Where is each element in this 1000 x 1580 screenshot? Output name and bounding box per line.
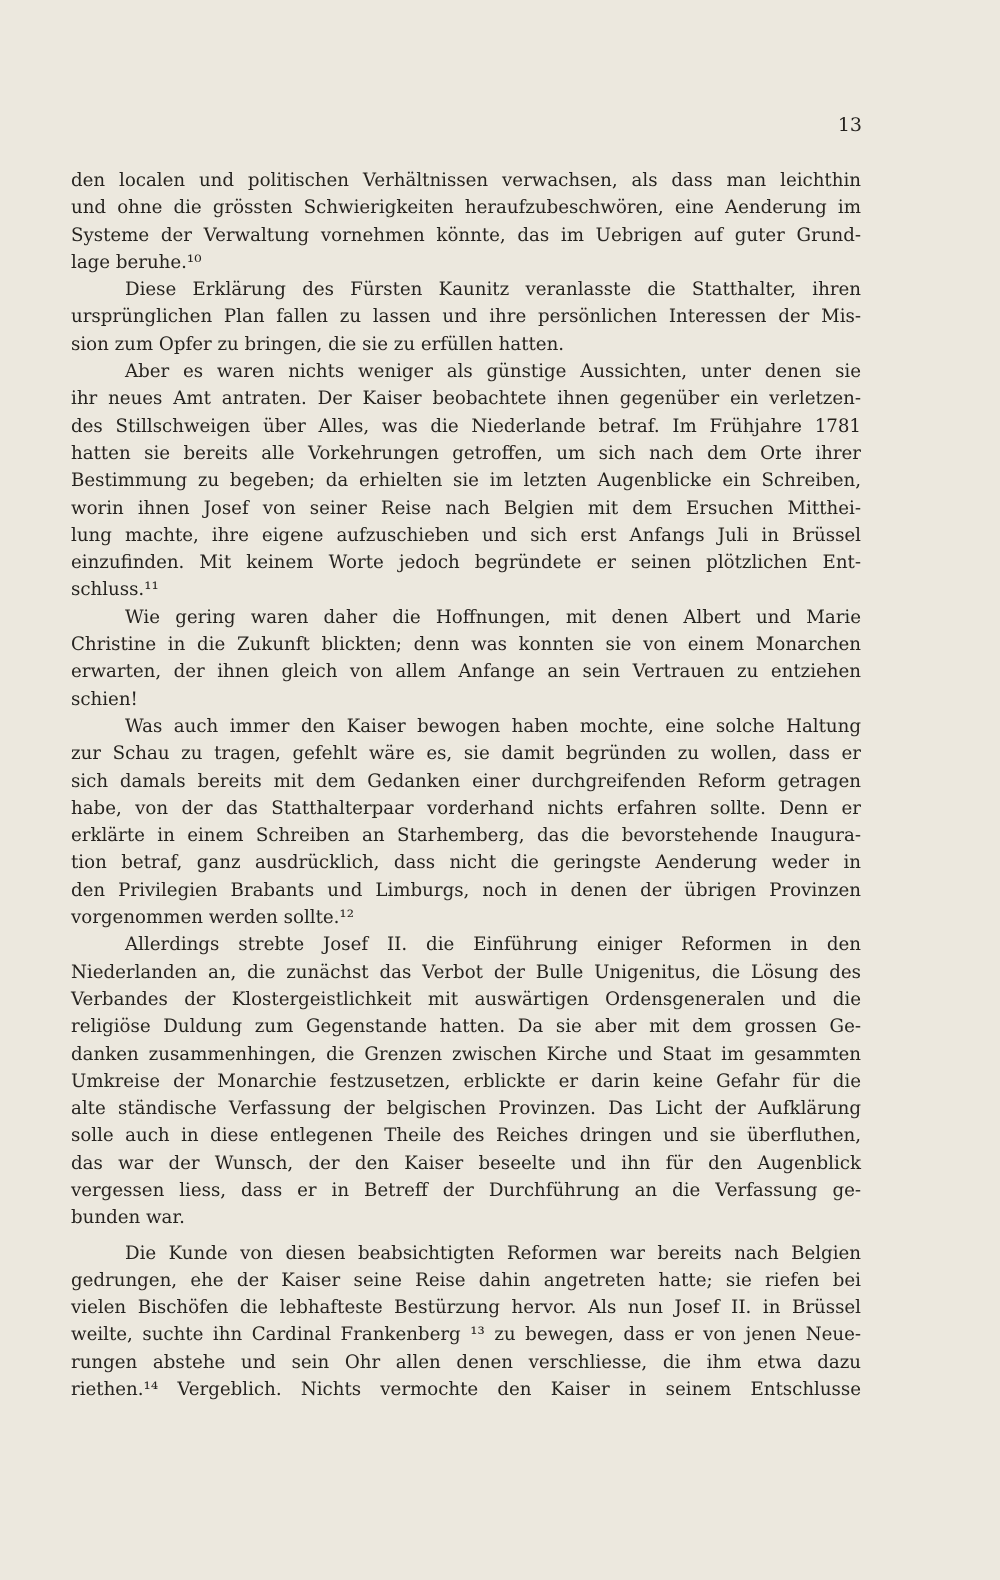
text-line: Allerdings strebte Josef II. die Einführung einiger Reformen in den: [125, 934, 861, 956]
text-line: ursprünglichen Plan fallen zu lassen und ihre persönlichen Interessen der Mis-: [71, 306, 861, 328]
text-line: bunden war.: [71, 1207, 185, 1229]
text-line: danken zusammenhingen, die Grenzen zwischen Kirche und Staat im gesammten: [71, 1043, 861, 1065]
text-line: vergessen liess, dass er in Betreff der Durchführung an die Verfassung ge-: [71, 1179, 861, 1201]
page-number: 13: [837, 114, 862, 136]
text-line: vielen Bischöfen die lebhafteste Bestürzung hervor. Als nun Josef II. in Brüssel: [71, 1297, 861, 1319]
text-line: und ohne die grössten Schwierigkeiten heraufzubeschwören, eine Aenderung im: [71, 197, 861, 219]
text-line: weilte, suchte ihn Cardinal Frankenberg ¹³ zu bewegen, dass er von jenen Neue-: [71, 1324, 861, 1346]
text-line: den Privilegien Brabants und Limburgs, noch in denen der übrigen Provinzen: [71, 879, 861, 901]
text-line: sion zum Opfer zu bringen, die sie zu erfüllen hatten.: [71, 333, 565, 355]
text-line: erwarten, der ihnen gleich von allem Anfange an sein Vertrauen zu entziehen: [71, 661, 861, 683]
text-line: schien!: [71, 688, 138, 710]
text-line: Aber es waren nichts weniger als günstige Aussichten, unter denen sie: [125, 361, 861, 383]
text-line: gedrungen, ehe der Kaiser seine Reise dahin angetreten hatte; sie riefen bei: [71, 1269, 861, 1291]
text-line: lung machte, ihre eigene aufzuschieben und sich erst Anfangs Juli in Brüssel: [71, 524, 861, 546]
text-line: Niederlanden an, die zunächst das Verbot der Bulle Unigenitus, die Lösung des: [71, 961, 861, 983]
text-line: einzufinden. Mit keinem Worte jedoch begründete er seinen plötzlichen Ent-: [71, 552, 861, 574]
text-line: erklärte in einem Schreiben an Starhemberg, das die bevorstehende Inaugura-: [71, 825, 861, 847]
text-line: habe, von der das Statthalterpaar vorderhand nichts erfahren sollte. Denn er: [71, 797, 861, 819]
text-line: Wie gering waren daher die Hoffnungen, mit denen Albert und Marie: [125, 606, 861, 628]
text-line: tion betraf, ganz ausdrücklich, dass nicht die geringste Aenderung weder in: [71, 852, 861, 874]
text-line: vorgenommen werden sollte.¹²: [71, 907, 355, 929]
text-line: des Stillschweigen über Alles, was die Niederlande betraf. Im Frühjahre 1781: [71, 415, 861, 437]
text-line: ihr neues Amt antraten. Der Kaiser beobachtete ihnen gegenüber ein verletzen-: [71, 388, 861, 410]
text-line: Bestimmung zu begeben; da erhielten sie im letzten Augenblicke ein Schreiben,: [71, 470, 861, 492]
text-line: solle auch in diese entlegenen Theile des Reiches dringen und sie überfluthen,: [71, 1125, 861, 1147]
text-line: zur Schau zu tragen, gefehlt wäre es, sie damit begründen zu wollen, dass er: [71, 743, 861, 765]
text-line: lage beruhe.¹⁰: [71, 251, 202, 273]
text-line: worin ihnen Josef von seiner Reise nach Belgien mit dem Ersuchen Mitthei-: [71, 497, 861, 519]
text-line: rungen abstehe und sein Ohr allen denen verschliesse, die ihm etwa dazu: [71, 1351, 861, 1373]
text-line: das war der Wunsch, der den Kaiser beseelte und ihn für den Augenblick: [71, 1152, 861, 1174]
text-line: Was auch immer den Kaiser bewogen haben mochte, eine solche Haltung: [125, 715, 861, 737]
text-line: Umkreise der Monarchie festzusetzen, erblickte er darin keine Gefahr für die: [71, 1070, 861, 1092]
text-line: Christine in die Zukunft blickten; denn was konnten sie von einem Monarchen: [71, 634, 861, 656]
text-line: alte ständische Verfassung der belgischen Provinzen. Das Licht der Aufklärung: [71, 1098, 861, 1120]
text-line: Verbandes der Klostergeistlichkeit mit auswärtigen Ordensgeneralen und die: [71, 988, 861, 1010]
text-line: den localen und politischen Verhältnissen verwachsen, als dass man leichthin: [71, 170, 861, 191]
text-line: Die Kunde von diesen beabsichtigten Reformen war bereits nach Belgien: [125, 1242, 861, 1264]
text-line: schluss.¹¹: [71, 579, 159, 601]
text-line: riethen.¹⁴ Vergeblich. Nichts vermochte den Kaiser in seinem Entschlusse: [71, 1379, 861, 1401]
text-line: Systeme der Verwaltung vornehmen könnte, das im Uebrigen auf guter Grund-: [71, 224, 861, 246]
text-line: religiöse Duldung zum Gegenstande hatten. Da sie aber mit dem grossen Ge-: [71, 1016, 861, 1038]
text-line: sich damals bereits mit dem Gedanken einer durchgreifenden Reform getragen: [71, 770, 861, 792]
text-line: Diese Erklärung des Fürsten Kaunitz veranlasste die Statthalter, ihren: [125, 279, 861, 301]
text-line: hatten sie bereits alle Vorkehrungen getroffen, um sich nach dem Orte ihrer: [71, 442, 861, 464]
body-text: [71, 167, 861, 1403]
